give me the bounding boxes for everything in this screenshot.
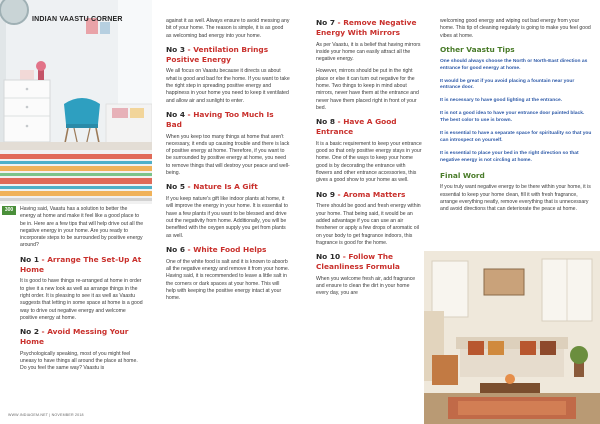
tip-item: It is essential to place your bed in the right direction so that negative energy is not circling at home. xyxy=(440,150,579,163)
section-6-body: One of the white food is salt and it is known to absorb all the negative energy and remove it from your home. Having said, it is recommended to leave a little salt in the corners or dark spaces at your home. This will help with keeping the positive energy intact at your home. xyxy=(166,258,290,302)
page-footer: WWW.INDIAGEM.NET | NOVEMBER 2018 xyxy=(8,413,84,417)
living-room-illustration xyxy=(424,251,600,424)
section-1-heading: No 1 - Arrange The Set-Up At Home xyxy=(20,254,142,274)
tip-item: One should always choose the North or North-East direction as entrance for good energy at home. xyxy=(440,58,588,71)
section-4-heading: No 4 - Having Too Much Is Bad xyxy=(166,109,274,129)
section-7-heading: No 7 - Remove Negative Energy With Mirrors xyxy=(316,18,417,37)
section-7-body-2: However, mirrors should be put in the right place or else it can turn out negative for the home. Two things to keep in mind about mirrors, never have them at the entrance and never have them placed right in front of your bed. xyxy=(316,68,419,111)
section-9-heading: No 9 - Aroma Matters xyxy=(316,189,406,199)
section-7-body-1: As per Vaastu, it is a belief that having mirrors inside your home can easily attract all the negative energy. xyxy=(316,41,421,63)
section-1-body: It is good to have things re-arranged at home in order to give it a new look as well as arrange things in the right order. It is pleasing to see it as well as Vaastu suggests that letting in some space at home is a good way to drive out negative energy and welcome positive energy at home. xyxy=(20,278,143,321)
section-4-body: When you keep too many things at home that aren't necessary, it ends up causing trouble and there is lack of positive energy at home. Therefore, if you want to be surrounded by positive energy at home, you need to remove things that will destroy your peace and well-being. xyxy=(166,133,290,177)
section-5-body: If you keep nature's gift like indoor plants at home, it will improve the energy in your home. It is essential to have a few plants if you want to be blessed and drive out the negativity from home. Additionally, you will be benefited with the oxygen supply you get from plants as well. xyxy=(166,196,289,239)
tip-item: It is necessary to have good lighting at the entrance. xyxy=(440,98,563,104)
section-10-body: When you welcome fresh air, add fragrance and ensure to clean the dirt in your home every day, you are xyxy=(316,275,416,297)
living-room-photo xyxy=(424,251,600,424)
col4-intro: welcoming good energy and wiping out bad energy from your home. This tip of cleaning regularly is going to make you feel good vibes at home. xyxy=(440,18,591,39)
section-9-body: There should be good and fresh energy within your home. That being said, it would be an added advantage if you can use an air freshener or apply a few drops of aromatic oil on your body to get fragrance indoors, this fragrance is good for the home. xyxy=(316,203,421,246)
column-4 xyxy=(440,18,594,250)
col2-intro: against it as well. Always ensure to avoid messing any bit of your home. The reason is simple, it is as good as welcoming bad energy into your home. xyxy=(166,18,290,39)
final-word-heading: Final Word xyxy=(440,170,485,180)
section-8-heading: No 8 - Have A Good Entrance xyxy=(316,117,397,137)
section-3-heading: No 3 - Ventilation Brings Positive Energy xyxy=(166,44,269,64)
page-number-badge: 300 xyxy=(2,206,16,215)
section-5-heading: No 5 - Nature Is A Gift xyxy=(166,182,258,192)
final-word-body: If you truly want negative energy to be there within your home, it is essential to keep your home clean, fill it with fresh fragrance, arrange everything neatly, remove everything that is unnecessary and avoid directions that can deteriorate the peace at home. xyxy=(440,184,591,213)
other-tips-heading: Other Vaastu Tips xyxy=(440,44,515,54)
section-6-heading: No 6 - White Food Helps xyxy=(166,244,267,254)
magazine-title: INDIAN VAASTU CORNER xyxy=(32,16,123,23)
tip-item: It would be great if you avoid placing a fountain near your entrance door. xyxy=(440,78,575,91)
section-10-heading: No 10 - Follow The Cleanliness Formula xyxy=(316,252,400,272)
section-2-heading: No 2 - Avoid Messing Your Home xyxy=(20,327,129,346)
section-3-body: We all focus on Vaastu because it directs us about what is good and bad for the home. If you want to take the right step in spreading positive energy and happiness in your home you need to keep it ventilated and allow air and sunlight to enter. xyxy=(166,68,290,104)
column-3 xyxy=(316,18,422,424)
tip-item: It is not a good idea to have your entrance door painted black. The best color to use is brown. xyxy=(440,111,585,124)
column-2 xyxy=(166,18,290,424)
section-2-body: Psychologically speaking, most of you might feel uneasy to have things all around the place at home. Do you feel the same way? Vaastu is xyxy=(20,350,138,372)
intro-paragraph: Having said, Vaastu has a solution to better the energy at home and make it feel like a good place to be in. Here are a few tips that will help drive out all the negative energy in your home. Are you ready to incorporate steps to be surrounded by positive energy around? xyxy=(20,206,144,249)
column-1 xyxy=(20,0,144,424)
section-8-body: It is a basic requirement to keep your entrance good so that only positive energy stays in your home. One of the ways to keep your home good is by decorating the entrance with flowers and other entrance accessories, this gives a good show to your home as well. xyxy=(316,140,422,184)
tip-item: It is essential to have a separate space for spirituality so that you can introspect on yourself. xyxy=(440,131,592,143)
